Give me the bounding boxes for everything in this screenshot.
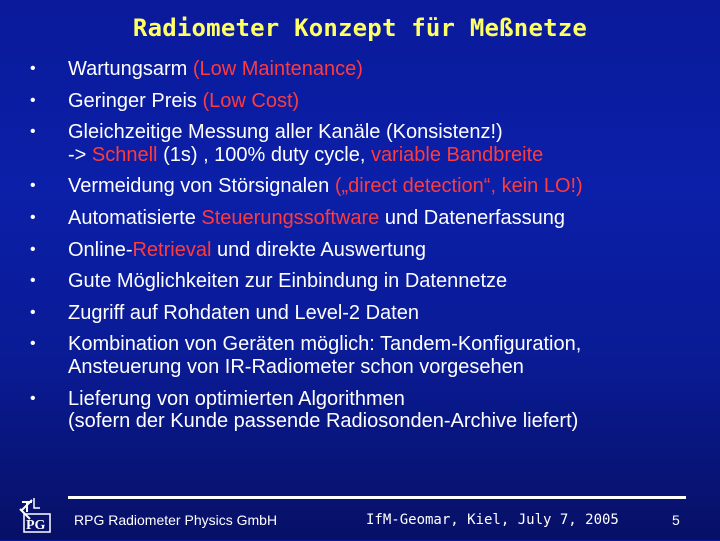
bullet-text: Gute Möglichkeiten zur Einbindung in Datennetze xyxy=(68,270,508,293)
bullet-text: Kombination von Geräten möglich: Tandem-Konfiguration, xyxy=(68,333,582,356)
slide-title: Radiometer Konzept für Meßnetze xyxy=(132,14,588,42)
bullet-icon: • xyxy=(30,60,36,77)
bullet-list xyxy=(26,58,706,442)
page-number: 5 xyxy=(672,512,680,528)
bullet-icon: • xyxy=(30,177,36,195)
bullet-highlight: Retrieval xyxy=(132,238,212,261)
bullet-text-line2 xyxy=(68,144,706,167)
bullet-highlight: (Low Cost) xyxy=(202,89,300,112)
bullet-text: Wartungsarm xyxy=(68,58,193,80)
bullet-icon: • xyxy=(30,240,36,258)
bullet-icon: • xyxy=(30,303,36,321)
svg-text:PG: PG xyxy=(26,518,46,533)
footer-event: IfM-Geomar, Kiel, July 7, 2005 xyxy=(366,512,619,528)
bullet-text: Vermeidung von Störsignalen xyxy=(68,175,335,198)
bullet-highlight: („direct detection“, kein LO!) xyxy=(334,175,583,198)
bullet-highlight: variable Bandbreite xyxy=(370,143,544,166)
bullet-icon: • xyxy=(30,208,36,226)
bullet-icon: • xyxy=(30,335,36,353)
bullet-item xyxy=(26,239,706,262)
bullet-icon: • xyxy=(30,272,36,290)
bullet-item xyxy=(26,121,706,166)
bullet-text-line2: Ansteuerung von IR-Radiometer schon vorgesehen xyxy=(68,355,524,378)
bullet-highlight: (Low Maintenance) xyxy=(192,58,363,80)
bullet-text: Lieferung von optimierten Algorithmen xyxy=(68,387,405,410)
bullet-text: Gleichzeitige Messung aller Kanäle (Konsistenz!) xyxy=(68,121,503,144)
bullet-text: Zugriff auf Rohdaten und Level-2 Daten xyxy=(68,301,419,324)
footer-company: RPG Radiometer Physics GmbH xyxy=(74,512,278,528)
bullet-highlight: Schnell xyxy=(91,143,158,166)
bullet-text: Geringer Preis xyxy=(68,89,203,112)
bullet-item xyxy=(26,58,706,81)
bullet-highlight: Steuerungssoftware xyxy=(201,206,380,229)
bullet-text: und Datenerfassung xyxy=(379,206,565,229)
bullet-item xyxy=(26,90,706,113)
bullet-item xyxy=(26,302,706,325)
bullet-item xyxy=(26,175,706,198)
text-segment: -> xyxy=(68,143,92,166)
bullet-icon: • xyxy=(30,389,36,407)
bullet-text: Online- xyxy=(68,238,133,261)
bullet-icon: • xyxy=(30,123,36,141)
bullet-item xyxy=(26,207,706,230)
text-segment: (1s) , 100% duty cycle, xyxy=(157,143,371,166)
bullet-text: Automatisierte xyxy=(68,206,202,229)
bullet-item xyxy=(26,388,706,433)
bullet-item xyxy=(26,270,706,293)
bullet-icon: • xyxy=(30,91,36,109)
rpg-logo-icon xyxy=(18,496,58,536)
footer-divider xyxy=(68,496,686,499)
bullet-text: und direkte Auswertung xyxy=(211,238,426,261)
bullet-item xyxy=(26,333,706,378)
bullet-text-line2: (sofern der Kunde passende Radiosonden-Archive liefert) xyxy=(68,410,579,433)
